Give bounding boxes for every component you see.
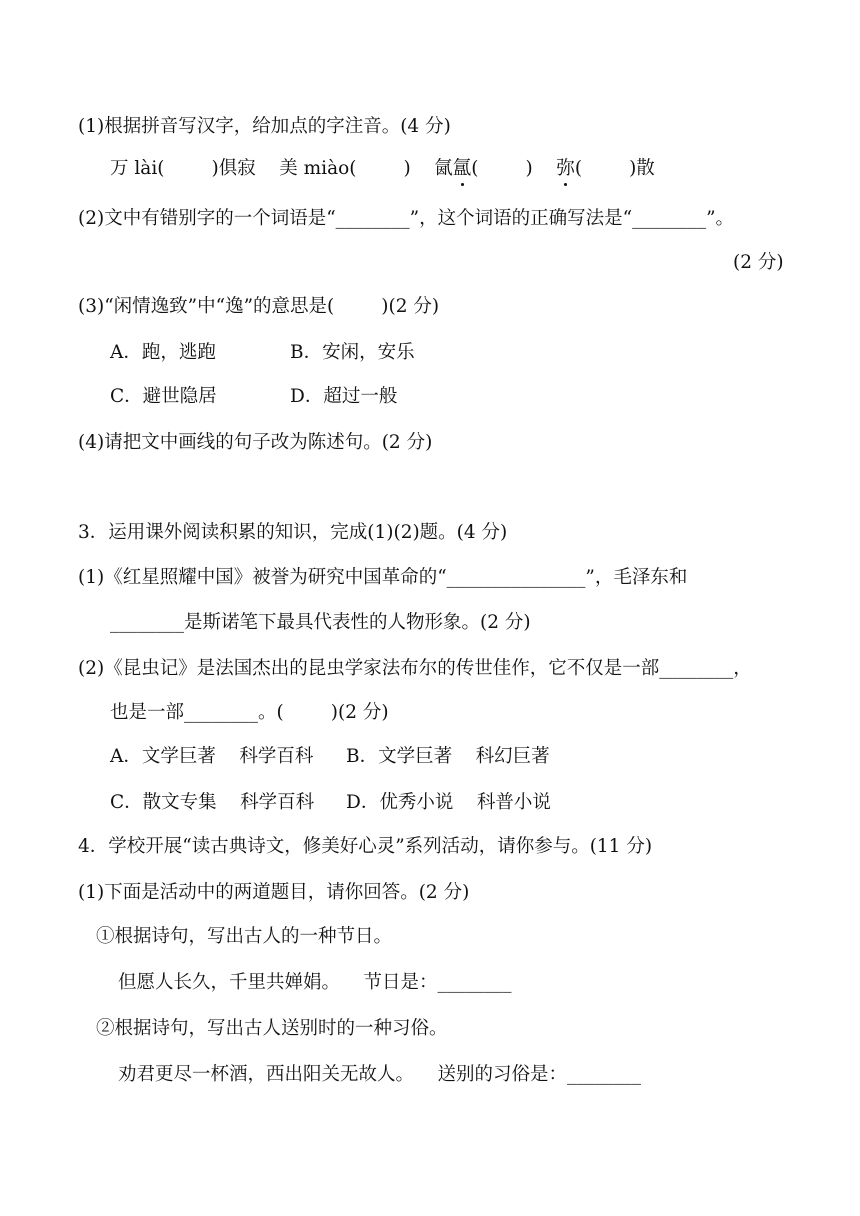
section3-q2-line2: 也是一部________。( )(2 分)	[110, 702, 389, 723]
q3-option-a: A．跑，逃跑	[110, 342, 216, 363]
q1-prompt: (1)根据拼音写汉字，给加点的字注音。(4 分)	[78, 116, 451, 137]
q1-dotted1-pre: 氤	[434, 158, 453, 179]
q1-dotted1-post: ( )	[471, 158, 557, 179]
q3-option-b: B．安闲，安乐	[290, 342, 415, 363]
section4-sub2-prompt: ②根据诗句，写出古人送别时的一种习俗。	[96, 1018, 448, 1039]
section3-q1-line1: (1)《红星照耀中国》被誉为研究中国革命的“_______________”，毛泽东和	[78, 567, 688, 588]
q2-score: (2 分)	[733, 252, 784, 273]
section3-heading: 3．运用课外阅读积累的知识，完成(1)(2)题。(4 分)	[78, 522, 508, 543]
section4-q1-prompt: (1)下面是活动中的两道题目，请你回答。(2 分)	[78, 882, 470, 903]
section4-sub1-prompt: ①根据诗句，写出古人的一种节日。	[96, 926, 393, 947]
q3-option-c: C．避世隐居	[110, 386, 217, 407]
section4-heading: 4．学校开展“读古典诗文，修美好心灵”系列活动，请你参与。(11 分)	[78, 836, 653, 857]
q1-items-before: 万 lài( )俱寂 美 miào( )	[110, 158, 435, 179]
q3-option-d: D．超过一般	[290, 386, 398, 407]
section4-sub2-line: 劝君更尽一杯酒，西出阳关无故人。 送别的习俗是：________	[118, 1064, 642, 1085]
q1-dotted-char-1: 氲	[453, 156, 472, 182]
section3-option-a: A．文学巨著 科学百科	[110, 746, 314, 767]
q1-items	[110, 156, 655, 182]
section3-option-c: C．散文专集 科学百科	[110, 792, 315, 813]
q1-dotted2-post: ( )散	[574, 158, 655, 179]
q1-dotted-char-2: 弥	[556, 156, 575, 182]
section3-option-d: D．优秀小说 科普小说	[346, 792, 551, 813]
section3-q2-line1: (2)《昆虫记》是法国杰出的昆虫学家法布尔的传世佳作，它不仅是一部________，	[78, 658, 752, 679]
section3-option-b: B．文学巨著 科幻巨著	[346, 746, 550, 767]
q2-prompt: (2)文中有错别字的一个词语是“________”，这个词语的正确写法是“________”。	[78, 208, 735, 229]
section4-sub1-line: 但愿人长久，千里共婵娟。 节日是：________	[118, 972, 512, 993]
q3-prompt: (3)“闲情逸致”中“逸”的意思是( )(2 分)	[78, 296, 440, 317]
section3-q1-line2: ________是斯诺笔下最具代表性的人物形象。(2 分)	[110, 612, 531, 633]
q4-prompt: (4)请把文中画线的句子改为陈述句。(2 分)	[78, 432, 433, 453]
